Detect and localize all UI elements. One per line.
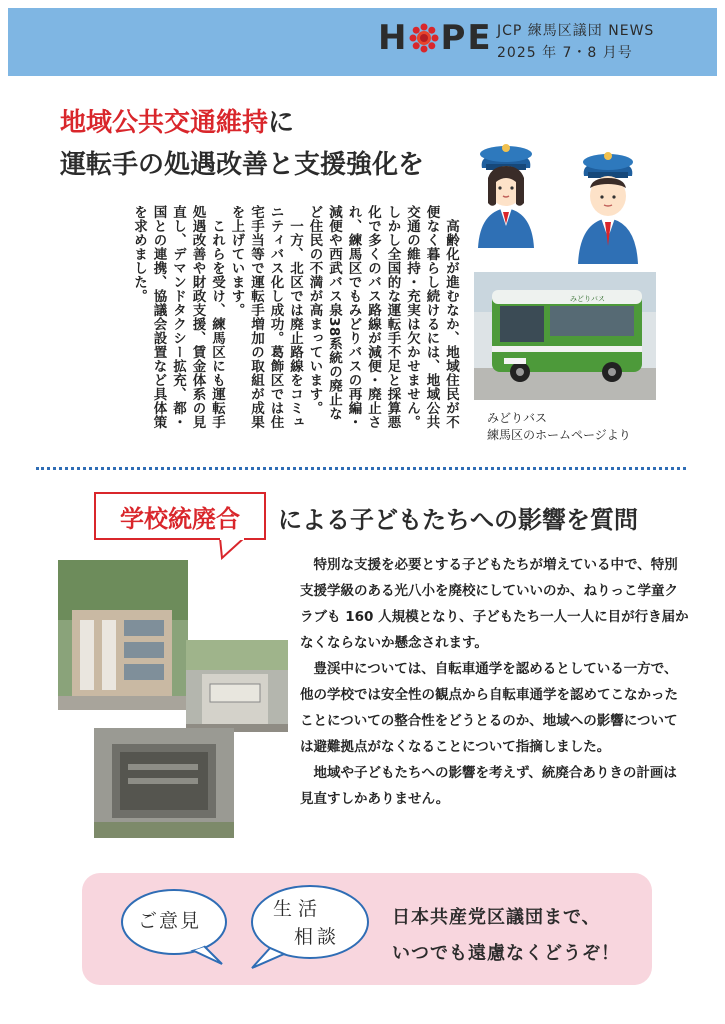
bus-destination-sign: みどりバス — [570, 295, 605, 303]
newsletter-name: JCP 練馬区議団 NEWS — [497, 23, 655, 39]
article1-paragraph: これらを受け、練馬区にも運転手処遇改善や財政支援、賃金体系の見直し、デマンドタクシー拡充、都・国との連携、協議会設置など具体策を求めました。 — [131, 205, 225, 429]
article2-paragraph: 特別な支援を必要とする子どもたちが増えている中で、特別支援学級のある光八小を廃校にしていいのか、ねりっこ学童クラブも 160 人規模となり、子どもたち一人一人に目が行き届かなくならないか懸念されます。 — [300, 557, 689, 651]
sunflower-icon — [409, 23, 439, 53]
article2-title-tag — [94, 492, 266, 540]
logo-right: PE — [440, 18, 493, 58]
logo-left: H — [378, 18, 409, 58]
article1-paragraph: 一方、北区では廃止路線をコミュニティバス化し成功。葛飾区では住宅手当等で運転手増加の取組が成果を上げています。 — [228, 205, 303, 429]
hope-logo — [378, 18, 493, 58]
article2-title-highlight: 学校統廃合 — [120, 504, 240, 533]
school-gate-sign-photo — [186, 640, 288, 732]
article1-body — [40, 205, 460, 433]
bus-caption-source: 練馬区のホームページより — [487, 428, 631, 442]
section-divider — [36, 467, 686, 470]
bus-drivers-illustration — [472, 108, 662, 268]
article1-title-highlight: 地域公共交通維持 — [60, 108, 269, 138]
bus-caption-title: みどりバス — [487, 411, 548, 425]
article2-title-rest: による子どもたちへの影響を質問 — [278, 506, 638, 534]
article1-title-suffix: に — [268, 108, 295, 138]
school-nameplate-photo — [94, 728, 234, 838]
article1-paragraph: 高齢化が進むなか、地域住民が不便なく暮らし続けるには、地域公共交通の維持・充実は欠かせません。しかし全国的な運転手不足と採算悪化で多くのバス路線が減便・廃止され、練馬区でもみどりバスの再編・減便や西武バス泉38系統の廃止など住民の不満が高まっています。 — [306, 205, 459, 429]
speech-tail-icon — [218, 538, 246, 560]
contact-line2: いつでも遠慮なくどうぞ！ — [392, 943, 620, 964]
article2-paragraph: 豊渓中については、自転車通学を認めるとしている一方で、他の学校では安全性の観点から自転車通学を認めてこなかったことについての整合性をどうとるのか、地域への影響については避難拠点がなくなることについて指摘しました。 — [300, 661, 678, 755]
contact-line1: 日本共産党区議団まで、 — [392, 907, 601, 928]
article1-title-line1 — [60, 102, 294, 139]
bubble-consult-line2: 相談 — [294, 926, 341, 948]
bubble-consult-line1: 生活 — [273, 898, 324, 920]
school-building-photo — [58, 560, 188, 710]
male-driver-figure — [578, 152, 638, 264]
midori-bus-photo — [474, 272, 656, 400]
bubble-opinion-text: ご意見 — [138, 910, 202, 932]
article2-paragraph: 地域や子どもたちへの影響を考えず、統廃合ありきの計画は見直すしかありません。 — [300, 765, 677, 807]
female-driver-figure — [478, 144, 534, 248]
article2-body — [300, 552, 690, 812]
article1-title-line2: 運転手の処遇改善と支援強化を — [60, 150, 425, 180]
issue-date: 2025 年 7・8 月号 — [497, 45, 633, 61]
